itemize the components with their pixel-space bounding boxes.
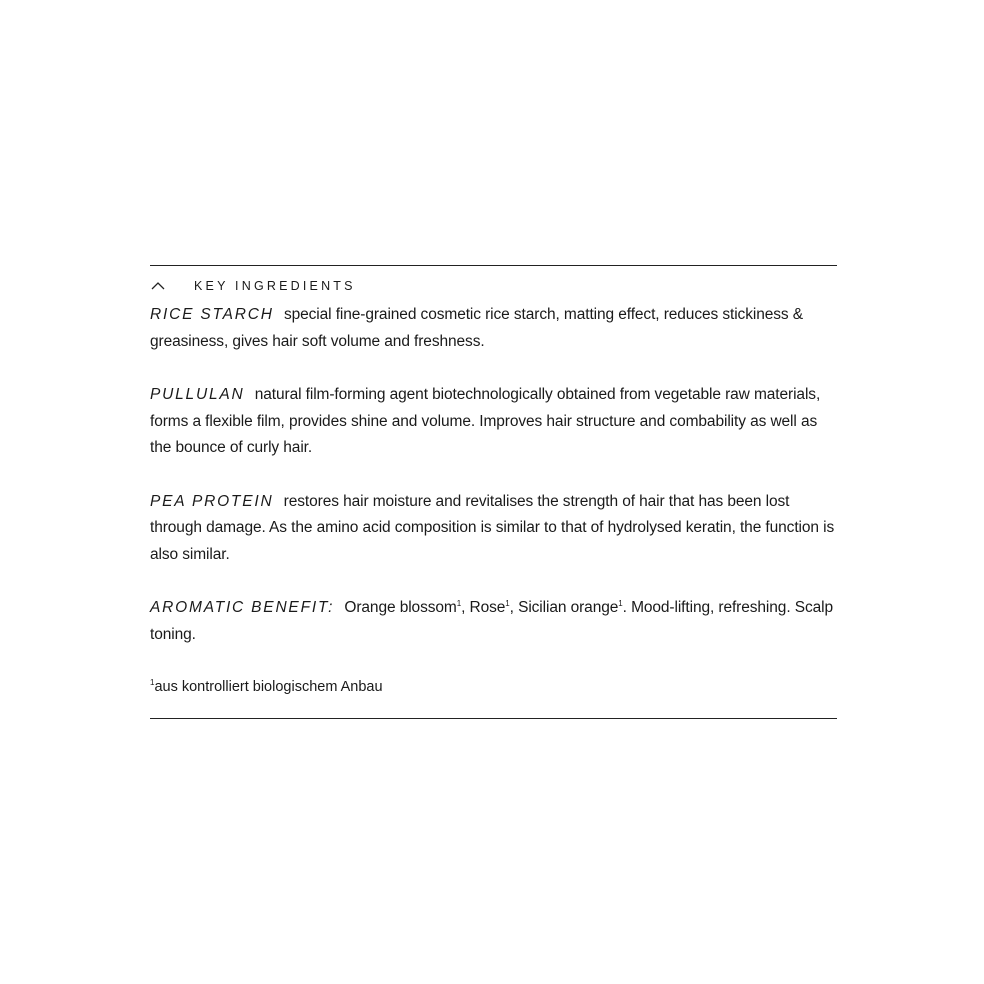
ingredient-description: restores hair moisture and revitalises the strength of hair that has been lost through damage. As the amino acid composition is similar to that of hydrolysed keratin, the function is also similar. <box>150 492 835 563</box>
ingredient-rice-starch <box>150 302 840 355</box>
ingredient-name: RICE STARCH <box>150 306 274 323</box>
ingredient-name: PEA PROTEIN <box>150 492 274 510</box>
footnote-marker: 1 <box>505 599 510 608</box>
footnote-marker: 1 <box>618 599 623 608</box>
ingredient-description: natural film-forming agent biotechnologically obtained from vegetable raw materials, forms a flexible film, provides shine and volume. Improves hair structure and combability as well as the bounce of curly hair. <box>150 386 821 456</box>
chevron-up-icon <box>150 278 166 294</box>
bottom-divider <box>150 718 837 719</box>
top-divider <box>150 265 837 266</box>
footnote-marker: 1 <box>150 678 155 687</box>
aromatic-benefit: AROMATIC BENEFIT: Orange blossom$^1$, Rose$^1$, Sicilian orange$^1$. Mood-lifting, refreshing. Scalp toning. <box>150 599 834 643</box>
footnote-marker: 1 <box>456 599 462 608</box>
aromatic-item: Sicilian orange <box>518 599 619 616</box>
aromatic-tail: Mood-lifting, refreshing. Scalp toning. <box>150 599 834 643</box>
ingredient-description: special fine-grained cosmetic rice starch, matting effect, reduces stickiness & greasiness, gives hair soft volume and freshness. <box>150 306 803 350</box>
key-ingredients-toggle[interactable] <box>150 276 356 296</box>
ingredient-name: PULLULAN <box>150 386 245 403</box>
ingredients-panel <box>150 302 840 699</box>
footnote <box>150 675 840 699</box>
ingredient-pea-protein <box>150 489 840 569</box>
footnote-text: aus kontrolliert biologischem Anbau <box>154 679 383 695</box>
section-title: KEY INGREDIENTS <box>194 279 356 293</box>
ingredient-pullulan <box>150 382 840 462</box>
aromatic-label: AROMATIC BENEFIT: <box>150 599 335 616</box>
aromatic-item: Orange blossom <box>344 599 457 616</box>
aromatic-item: Rose <box>469 599 506 616</box>
